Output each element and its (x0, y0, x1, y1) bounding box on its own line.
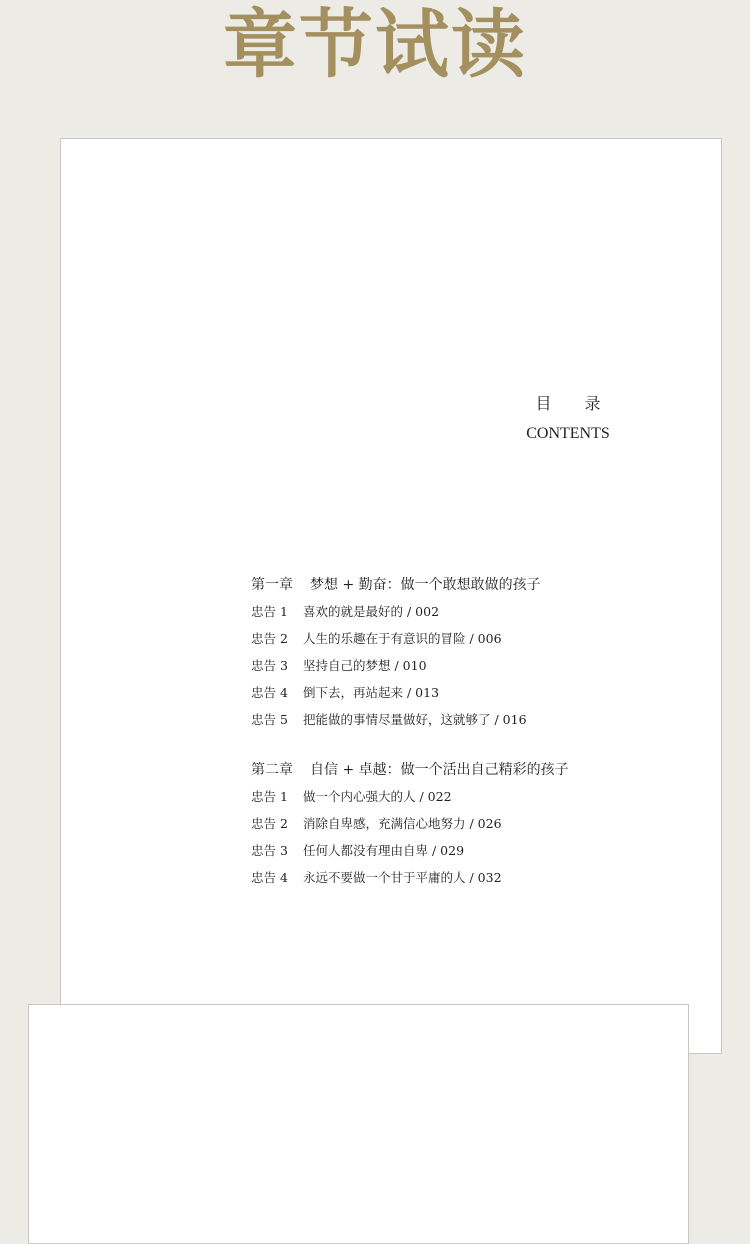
toc-heading-en: CONTENTS (526, 425, 610, 442)
chapter-title (251, 757, 671, 783)
chapter-number: 第二章 (251, 762, 293, 778)
book-page-front (28, 1004, 689, 1244)
banner-title: 章节试读 (223, 2, 527, 88)
entry-text: 人生的乐趣在于有意识的冒险 / 006 (303, 631, 502, 646)
toc-heading-cn: 目 录 (535, 394, 615, 413)
entry-number: 忠告 5 (251, 712, 288, 727)
toc-heading (500, 392, 636, 446)
entry-number: 忠告 4 (251, 685, 288, 700)
chapter-2 (251, 757, 671, 891)
entry-number: 忠告 2 (251, 816, 288, 831)
toc-entry (251, 837, 671, 864)
entry-text: 喜欢的就是最好的 / 002 (303, 604, 440, 619)
entry-number: 忠告 1 (251, 789, 288, 804)
entry-number: 忠告 1 (251, 604, 288, 619)
chapter-1 (251, 572, 671, 733)
entry-number: 忠告 4 (251, 870, 288, 885)
toc-entry (251, 783, 671, 810)
entry-number: 忠告 3 (251, 843, 288, 858)
entry-text: 任何人都没有理由自卑 / 029 (303, 843, 465, 858)
toc-entry (251, 810, 671, 837)
entry-text: 做一个内心强大的人 / 022 (303, 789, 452, 804)
table-of-contents (251, 572, 671, 915)
entry-number: 忠告 2 (251, 631, 288, 646)
toc-entry (251, 706, 671, 733)
entry-text: 永远不要做一个甘于平庸的人 / 032 (303, 870, 502, 885)
entry-number: 忠告 3 (251, 658, 288, 673)
entry-text: 把能做的事情尽量做好，这就够了 / 016 (303, 712, 527, 727)
chapter-name: 自信 + 卓越：做一个活出自己精彩的孩子 (310, 762, 569, 778)
entry-text: 消除自卑感，充满信心地努力 / 026 (303, 816, 502, 831)
entry-text: 坚持自己的梦想 / 010 (303, 658, 427, 673)
chapter-number: 第一章 (251, 577, 293, 593)
toc-entry (251, 864, 671, 891)
toc-entry (251, 652, 671, 679)
toc-entry (251, 598, 671, 625)
chapter-title (251, 572, 671, 598)
chapter-name: 梦想 + 勤奋：做一个敢想敢做的孩子 (310, 577, 541, 593)
entry-text: 倒下去，再站起来 / 013 (303, 685, 440, 700)
toc-entry (251, 625, 671, 652)
toc-entry (251, 679, 671, 706)
